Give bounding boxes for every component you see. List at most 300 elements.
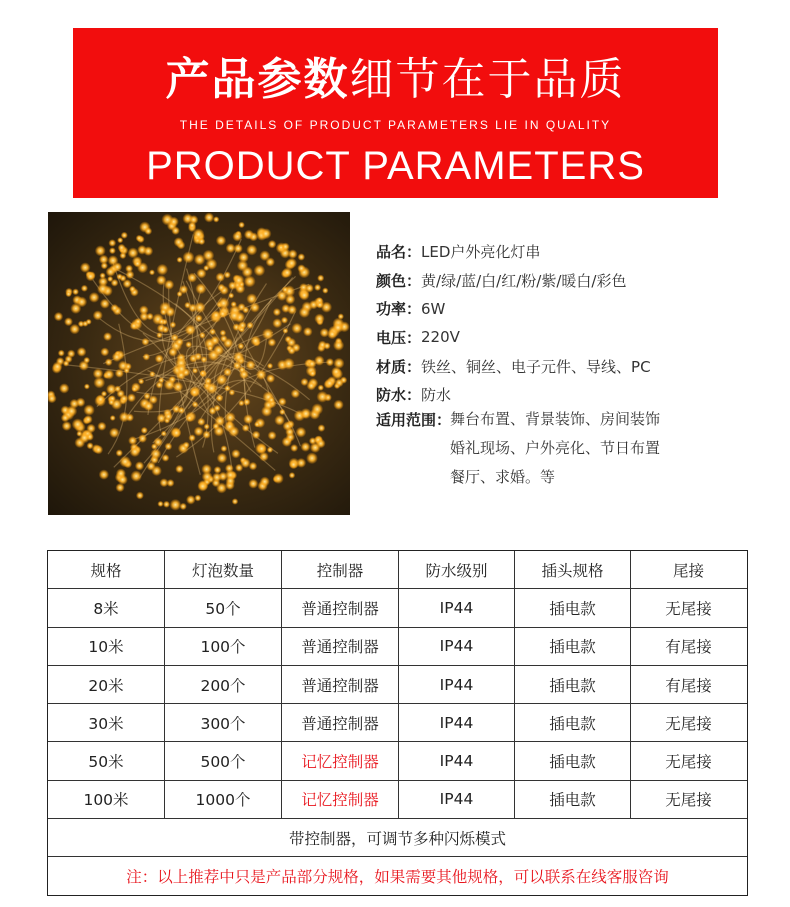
bulb [144, 393, 151, 400]
bulb [283, 421, 293, 431]
spec-row-name [376, 237, 776, 266]
bulb [87, 442, 94, 449]
bulb [69, 324, 80, 335]
bulb [260, 228, 271, 239]
bulb [170, 322, 177, 329]
spec-label: 材质： [376, 357, 422, 376]
bulb [143, 353, 150, 360]
bulb [267, 363, 273, 369]
bulb [138, 378, 144, 384]
bulb [150, 448, 161, 459]
table-cell: 插电款 [515, 589, 631, 626]
bulb [244, 230, 254, 240]
bulb [144, 401, 154, 411]
bulb [195, 283, 206, 294]
table-cell: 普通控制器 [282, 704, 399, 741]
bulb [105, 358, 113, 366]
bulb [93, 310, 103, 320]
bulb [194, 353, 202, 361]
bulb [199, 332, 206, 339]
bulb [157, 501, 163, 507]
bulb [179, 285, 188, 294]
bulb [232, 498, 239, 505]
bulb [58, 350, 65, 357]
bulb [207, 345, 213, 351]
bulb [127, 393, 136, 402]
bulb [289, 460, 298, 469]
bulb [143, 246, 153, 256]
bulb [233, 275, 244, 286]
table-cell-highlight: 记忆控制器 [282, 781, 399, 818]
bulb [86, 319, 92, 325]
bulb [188, 434, 195, 441]
bulb [59, 383, 69, 393]
bulb [116, 274, 122, 280]
banner-title [73, 52, 718, 108]
bulb [282, 328, 288, 334]
table-cell: 无尾接 [665, 791, 712, 810]
bulb [104, 369, 114, 379]
bulb [268, 240, 277, 249]
bulb [291, 389, 300, 398]
bulb [158, 377, 164, 383]
bulb [248, 479, 258, 489]
table-cell: 普通控制器 [282, 589, 399, 626]
table-cell-highlight: 记忆控制器 [282, 742, 399, 779]
bulb [301, 442, 311, 452]
table-cell: IP44 [399, 589, 515, 626]
bulb [54, 312, 63, 321]
bulb [183, 251, 195, 263]
bulb [204, 212, 214, 222]
bulb [109, 428, 120, 439]
bulb [232, 231, 242, 241]
bulb [185, 325, 196, 336]
bulb [218, 297, 230, 309]
bulb [278, 397, 287, 406]
bulb [197, 481, 208, 492]
bulb [282, 267, 292, 277]
bulb [110, 304, 118, 312]
bulb [65, 291, 71, 297]
bulb [273, 308, 281, 316]
bulb [188, 304, 197, 313]
bulb [298, 253, 306, 261]
bulb [318, 424, 326, 432]
bulb [136, 492, 144, 500]
bulb [250, 336, 260, 346]
table-warning: 注：以上推荐中只是产品部分规格，如果需要其他规格，可以联系在线客服咨询 [126, 868, 669, 887]
bulb [119, 456, 131, 468]
banner-subtitle: THE DETAILS OF PRODUCT PARAMETERS LIE IN QUALITY [179, 118, 612, 132]
bulb [333, 340, 344, 351]
bulb [155, 354, 164, 363]
bulb [149, 269, 155, 275]
bulb [118, 244, 126, 252]
bulb [83, 404, 94, 415]
table-cell: 100个 [165, 628, 282, 665]
bulb [260, 477, 270, 487]
bulb [297, 264, 305, 272]
bulb [149, 371, 155, 377]
bulb [272, 318, 282, 328]
bulb [204, 377, 211, 384]
spec-value: 铁丝、铜丝、电子元件、导线、PC [421, 357, 651, 376]
spec-row-color [376, 266, 776, 295]
bulb [160, 478, 169, 487]
bulb [326, 358, 334, 366]
bulb [335, 378, 344, 387]
bulb [212, 423, 219, 430]
bulb [134, 260, 142, 268]
bulb [278, 244, 285, 251]
bulb [268, 396, 275, 403]
bulb [209, 328, 216, 335]
table-row [48, 742, 747, 780]
bulb [195, 315, 203, 323]
bulb [217, 284, 225, 292]
bulb [120, 394, 129, 403]
table-header-cell: 控制器 [282, 551, 399, 588]
table-cell: IP44 [399, 742, 515, 779]
bulb [228, 310, 240, 322]
bulb [108, 239, 116, 247]
bulb [202, 471, 213, 482]
bulb [221, 445, 228, 452]
bulb [231, 449, 240, 458]
bulb [118, 361, 128, 371]
bulb [187, 273, 197, 283]
bulb [333, 400, 343, 410]
bulb [220, 330, 227, 337]
bulb [135, 461, 144, 470]
table-cell: 插电款 [515, 628, 631, 665]
table-row [48, 628, 747, 666]
bulb [125, 265, 133, 273]
bulb [233, 352, 244, 363]
table-cell: 无尾接 [665, 599, 712, 618]
bulb [128, 247, 139, 258]
bulb [198, 238, 205, 245]
bulb [172, 428, 182, 438]
bulb [200, 370, 206, 376]
spec-label: 适用范围： [376, 411, 452, 429]
table-row [48, 589, 747, 627]
table-cell: 有尾接 [665, 638, 712, 657]
bulb [111, 279, 119, 287]
bulb [283, 358, 295, 370]
table-cell: 插电款 [515, 781, 631, 818]
bulb [62, 421, 72, 431]
table-header-cell: 插头规格 [515, 551, 631, 588]
bulb [317, 275, 324, 282]
bulb [174, 237, 184, 247]
bulb [151, 466, 162, 477]
bulb [194, 427, 204, 437]
bulb [103, 332, 112, 341]
bulb [84, 384, 90, 390]
bulb [175, 338, 184, 347]
bulb [119, 252, 126, 259]
bulb [170, 499, 182, 511]
bulb [116, 449, 123, 456]
bulb [217, 453, 228, 464]
bulb [311, 403, 323, 415]
bulb [303, 327, 313, 337]
table-row [48, 666, 747, 704]
bulb [185, 414, 193, 422]
bulb [285, 294, 295, 304]
bulb [309, 370, 317, 378]
bulb [165, 443, 173, 451]
bulb [72, 418, 84, 430]
spec-value: 黄/绿/蓝/白/红/粉/紫/暖白/彩色 [421, 271, 627, 290]
bulb [300, 408, 311, 419]
bulb [246, 244, 257, 255]
bulb [144, 227, 152, 235]
bulb [129, 286, 136, 293]
bulb [242, 424, 250, 432]
bulb [110, 415, 116, 421]
bulb [192, 401, 199, 408]
bulb [332, 322, 343, 333]
bulb [130, 470, 142, 482]
bulb [202, 431, 210, 439]
bulb [246, 293, 257, 304]
bulb [109, 247, 116, 254]
bulb [266, 374, 275, 383]
bulb [177, 257, 183, 263]
bulb [254, 265, 266, 277]
bulb [89, 292, 100, 303]
bulb [259, 250, 270, 261]
bulb [307, 381, 317, 391]
spec-label: 品名： [376, 242, 422, 261]
bulb [286, 258, 297, 269]
bulb [119, 412, 130, 423]
bulb [288, 347, 296, 355]
bulb [210, 336, 220, 346]
bulb [70, 303, 81, 314]
bulb [188, 221, 196, 229]
bulb [299, 290, 310, 301]
bulb [164, 412, 173, 421]
bulb [175, 465, 183, 473]
banner-heading: PRODUCT PARAMETERS [146, 144, 645, 188]
spec-label: 防水： [376, 386, 422, 405]
bulb [112, 352, 122, 362]
table-row [48, 704, 747, 742]
bulb [249, 462, 258, 471]
bulb [289, 472, 296, 479]
table-cell: 无尾接 [665, 753, 712, 772]
spec-value: 6W [421, 299, 446, 318]
bulb [243, 414, 253, 424]
bulb [173, 382, 183, 392]
bulb [77, 347, 87, 357]
spec-label: 颜色： [376, 271, 422, 290]
table-cell: 30米 [48, 704, 165, 741]
bulb [185, 341, 192, 348]
bulb [86, 424, 95, 433]
spec-value: LED户外亮化灯串 [421, 242, 541, 261]
bulb [183, 442, 190, 449]
bulb [108, 255, 119, 266]
header-banner [73, 28, 718, 198]
bulb [99, 272, 105, 278]
bulb [197, 418, 205, 426]
bulb [139, 305, 149, 315]
bulb [259, 452, 269, 462]
table-cell: 500个 [165, 742, 282, 779]
bulb [176, 364, 187, 375]
bulb [288, 249, 298, 259]
bulb [213, 345, 224, 356]
bulb [228, 426, 239, 437]
bulb [63, 360, 70, 367]
bulb [136, 235, 143, 242]
bulb [86, 272, 96, 282]
table-row [48, 781, 747, 819]
bulb [97, 422, 106, 431]
table-cell: 1000个 [165, 781, 282, 818]
table-cell: IP44 [399, 628, 515, 665]
bulb [291, 323, 302, 334]
bulb [165, 307, 175, 317]
table-header-cell: 尾接 [672, 561, 704, 580]
bulb [156, 332, 162, 338]
bulb [93, 377, 105, 389]
bulb [226, 476, 236, 486]
bulb [66, 405, 77, 416]
usage-line: 餐厅、求婚。等 [450, 468, 556, 486]
bulb [190, 388, 199, 397]
bulb [114, 385, 121, 392]
bulb [228, 293, 234, 299]
bulb [214, 466, 222, 474]
bulb [117, 237, 123, 243]
bulb [299, 307, 310, 318]
bulb [157, 264, 169, 276]
bulb [287, 338, 296, 347]
bulb [206, 258, 218, 270]
table-cell: 50米 [48, 742, 165, 779]
bulb [216, 272, 226, 282]
bulb [318, 385, 324, 391]
bulb [162, 454, 170, 462]
table-cell: IP44 [399, 781, 515, 818]
bulb [229, 389, 235, 395]
bulb [95, 245, 106, 256]
bulb [156, 275, 166, 285]
bulb [290, 444, 298, 452]
bulb [81, 285, 88, 292]
table-cell: IP44 [399, 704, 515, 741]
bulb [108, 399, 115, 406]
bulb [233, 361, 241, 369]
bulb [100, 299, 110, 309]
bulb [162, 326, 169, 333]
bulb [246, 322, 253, 329]
bulb [134, 318, 142, 326]
table-cell: 有尾接 [665, 676, 712, 695]
bulb [171, 226, 180, 235]
bulb [238, 222, 245, 229]
bulb [267, 447, 273, 453]
table-cell: 10米 [48, 628, 165, 665]
bulb [214, 405, 221, 412]
bulb [314, 314, 324, 324]
bulb [238, 343, 245, 350]
table-cell: 插电款 [515, 666, 631, 703]
table-cell: 插电款 [515, 742, 631, 779]
bulb [226, 243, 236, 253]
bulb [141, 338, 149, 346]
table-cell: 300个 [165, 704, 282, 741]
string-lights-image [48, 212, 350, 515]
bulb [243, 398, 250, 405]
bulb [212, 472, 222, 482]
bulb [322, 287, 328, 293]
bulb [252, 431, 261, 440]
bulb [242, 307, 249, 314]
bulb [287, 305, 297, 315]
bulb [106, 267, 116, 277]
spec-row-power [376, 294, 776, 323]
bulb [256, 369, 267, 380]
table-cell: 50个 [165, 589, 282, 626]
table-header-cell: 灯泡数量 [165, 551, 282, 588]
bulb [216, 394, 224, 402]
spec-value: 220V [421, 328, 460, 347]
table-header-cell: 规格 [48, 551, 165, 588]
bulb [161, 214, 173, 226]
spec-row-waterproof [376, 380, 776, 409]
table-cell: IP44 [399, 666, 515, 703]
bulb [308, 359, 317, 368]
bulb [84, 415, 93, 424]
table-cell: 200个 [165, 666, 282, 703]
spec-row-voltage [376, 323, 776, 352]
bulb [323, 342, 330, 349]
banner-title-bold: 产品参数 [165, 54, 350, 105]
usage-line: 婚礼现场、户外亮化、节日布置 [450, 439, 661, 457]
bulb [314, 284, 321, 291]
spec-row-material [376, 352, 776, 381]
bulb [72, 288, 79, 295]
bulb [97, 283, 109, 295]
bulb [180, 503, 187, 510]
table-note: 带控制器，可调节多种闪烁模式 [48, 819, 747, 857]
banner-title-light: 细节在于品质 [349, 54, 626, 105]
product-photo [48, 212, 350, 515]
spec-list [376, 237, 776, 486]
bulb [317, 391, 329, 403]
bulb [96, 394, 106, 404]
bulb [116, 468, 126, 478]
bulb [161, 431, 167, 437]
table-cell: 普通控制器 [282, 628, 399, 665]
bulb [131, 386, 137, 392]
bulb [296, 427, 307, 438]
bulb [213, 216, 219, 222]
bulb [141, 427, 148, 434]
table-cell: 普通控制器 [282, 666, 399, 703]
usage-line: 舞台布置、背景装饰、房间装饰 [450, 410, 661, 428]
table-header-cell: 防水级别 [399, 551, 515, 588]
bulb [79, 433, 90, 444]
bulb [48, 394, 57, 404]
